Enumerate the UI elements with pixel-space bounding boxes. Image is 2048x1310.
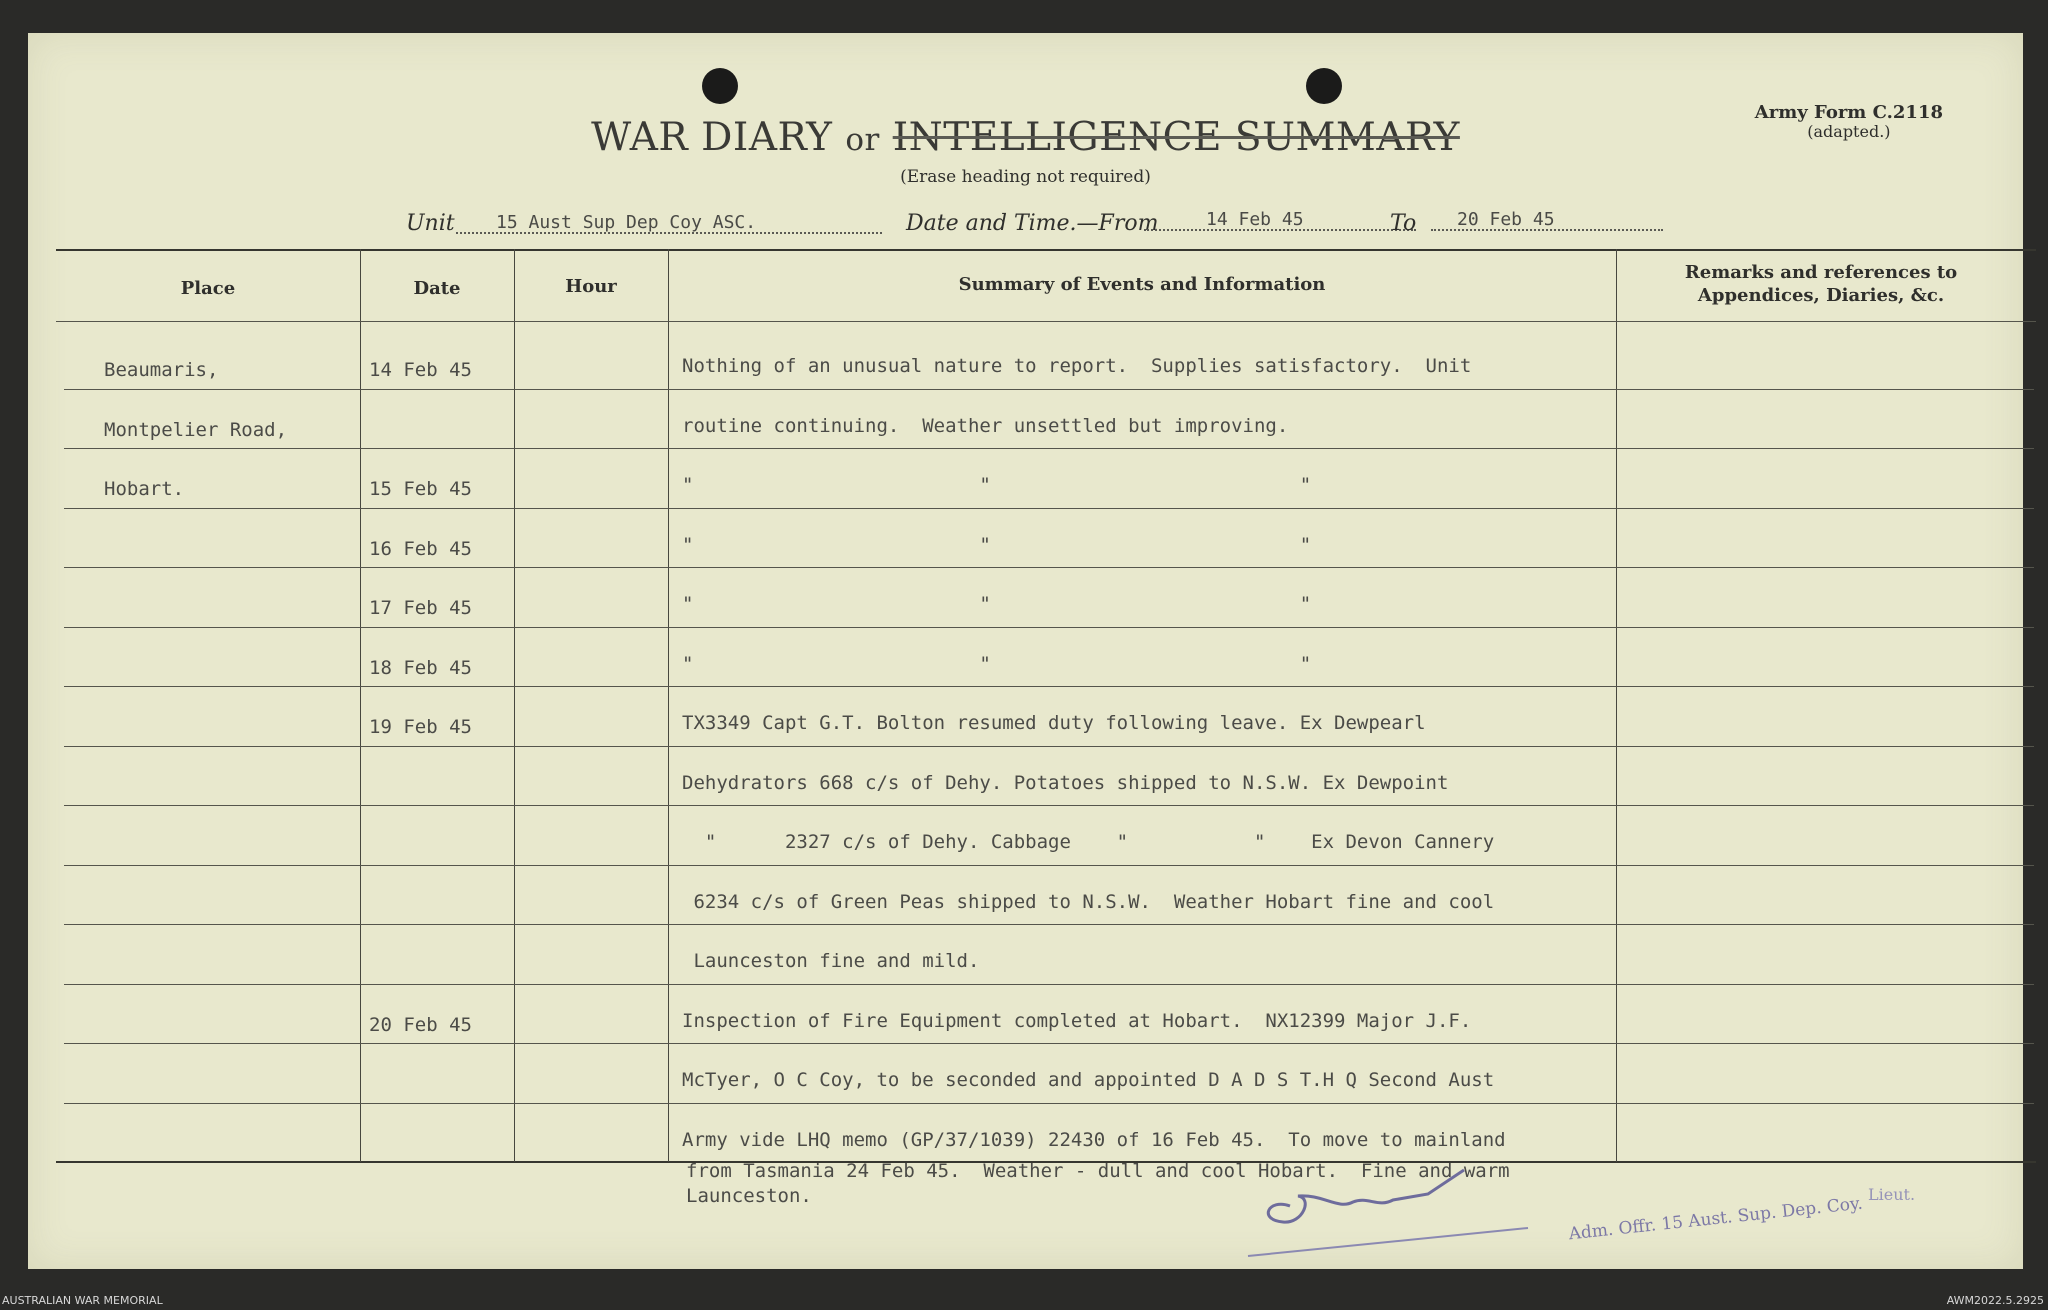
row-rule xyxy=(64,865,2034,866)
stamp-rank: Lieut. xyxy=(1868,1185,1916,1204)
row-rule xyxy=(64,1043,2034,1044)
row-summary: McTyer, O C Coy, to be seconded and appointed D A D S T.H Q Second Aust xyxy=(682,1069,1495,1091)
row-rule xyxy=(64,1103,2034,1104)
diary-sheet xyxy=(28,33,2023,1269)
row-summary: Launceston fine and mild. xyxy=(682,950,980,972)
row-date: 16 Feb 45 xyxy=(369,537,472,560)
overflow-line-2: Launceston. xyxy=(686,1185,812,1207)
remarks-header-line2: Appendices, Diaries, &c. xyxy=(1697,285,1945,307)
row-summary: " " " xyxy=(682,593,1312,615)
row-date: 19 Feb 45 xyxy=(369,716,472,738)
unit-value: 15 Aust Sup Dep Coy ASC. xyxy=(456,212,882,234)
punch-hole-right xyxy=(1306,68,1342,104)
form-adapted: (adapted.) xyxy=(1807,121,1891,141)
remarks-header-line1: Remarks and references to xyxy=(1684,262,1958,283)
header-separator-rule xyxy=(56,321,2036,322)
column-header-remarks xyxy=(1616,261,2026,308)
row-rule xyxy=(64,686,2034,687)
row-rule xyxy=(64,508,2034,509)
row-rule xyxy=(64,567,2034,568)
form-number-text: Army Form C.2118 xyxy=(1754,102,1943,123)
row-place: Beaumaris, xyxy=(104,359,219,381)
unit-label: Unit xyxy=(406,211,455,236)
column-header-date: Date xyxy=(413,278,461,299)
row-place: Montpelier Road, xyxy=(104,418,288,441)
row-summary: " " " xyxy=(682,474,1312,496)
row-rule xyxy=(64,389,2034,390)
row-rule xyxy=(64,627,2034,628)
overflow-line-1: from Tasmania 24 Feb 45. Weather - dull and cool Hobart. Fine and warm xyxy=(686,1160,1510,1182)
date-time-label: Date and Time.—From xyxy=(906,211,1159,236)
column-header-place: Place xyxy=(180,278,236,299)
title-struck: INTELLIGENCE SUMMARY xyxy=(892,115,1460,160)
col-divider-summary xyxy=(1616,249,1617,1162)
col-divider-hour xyxy=(668,249,669,1162)
title-main: WAR DIARY xyxy=(591,115,833,160)
row-date: 17 Feb 45 xyxy=(369,597,472,619)
row-rule xyxy=(64,805,2034,806)
row-rule xyxy=(64,924,2034,925)
from-value: 14 Feb 45 xyxy=(1144,209,1416,231)
row-summary: Nothing of an unusual nature to report. Supplies satisfactory. Unit xyxy=(682,355,1472,377)
table-top-rule xyxy=(56,249,2036,251)
row-date: 14 Feb 45 xyxy=(369,359,472,381)
col-divider-date xyxy=(514,249,515,1162)
page-subtitle: (Erase heading not required) xyxy=(900,167,1151,187)
to-label: To xyxy=(1390,211,1417,236)
row-date: 18 Feb 45 xyxy=(369,656,472,679)
punch-hole-left xyxy=(702,68,738,104)
row-summary: Dehydrators 668 c/s of Dehy. Potatoes shipped to N.S.W. Ex Dewpoint xyxy=(682,771,1449,794)
row-summary: " " " xyxy=(682,652,1312,675)
col-divider-place xyxy=(360,249,361,1162)
row-summary: TX3349 Capt G.T. Bolton resumed duty following leave. Ex Dewpearl xyxy=(682,712,1426,734)
footer-left: AUSTRALIAN WAR MEMORIAL xyxy=(2,1294,163,1307)
row-place: Hobart. xyxy=(104,478,185,500)
row-date: 15 Feb 45 xyxy=(369,478,472,500)
row-summary: routine continuing. Weather unsettled but improving. xyxy=(682,414,1289,437)
row-summary: " 2327 c/s of Dehy. Cabbage " " Ex Devon Cannery xyxy=(682,831,1495,853)
column-header-summary: Summary of Events and Information xyxy=(958,274,1326,295)
row-summary: " " " xyxy=(682,533,1312,556)
row-summary: 6234 c/s of Green Peas shipped to N.S.W. Weather Hobart fine and cool xyxy=(682,890,1495,913)
row-rule xyxy=(64,448,2034,449)
row-date: 20 Feb 45 xyxy=(369,1013,472,1036)
row-rule xyxy=(64,746,2034,747)
row-summary: Inspection of Fire Equipment completed at Hobart. NX12399 Major J.F. xyxy=(682,1009,1472,1032)
signature xyxy=(1228,1158,1568,1258)
page-title xyxy=(28,115,2023,160)
title-or: or xyxy=(845,122,880,158)
to-value: 20 Feb 45 xyxy=(1431,209,1663,231)
footer-right: AWM2022.5.2925 xyxy=(1946,1294,2044,1307)
column-header-hour: Hour xyxy=(565,276,617,297)
unit-stamp: Adm. Offr. 15 Aust. Sup. Dep. Coy. xyxy=(1567,1193,1864,1245)
row-rule xyxy=(64,984,2034,985)
form-number xyxy=(1755,103,1943,140)
row-summary: Army vide LHQ memo (GP/37/1039) 22430 of 16 Feb 45. To move to mainland xyxy=(682,1128,1506,1151)
